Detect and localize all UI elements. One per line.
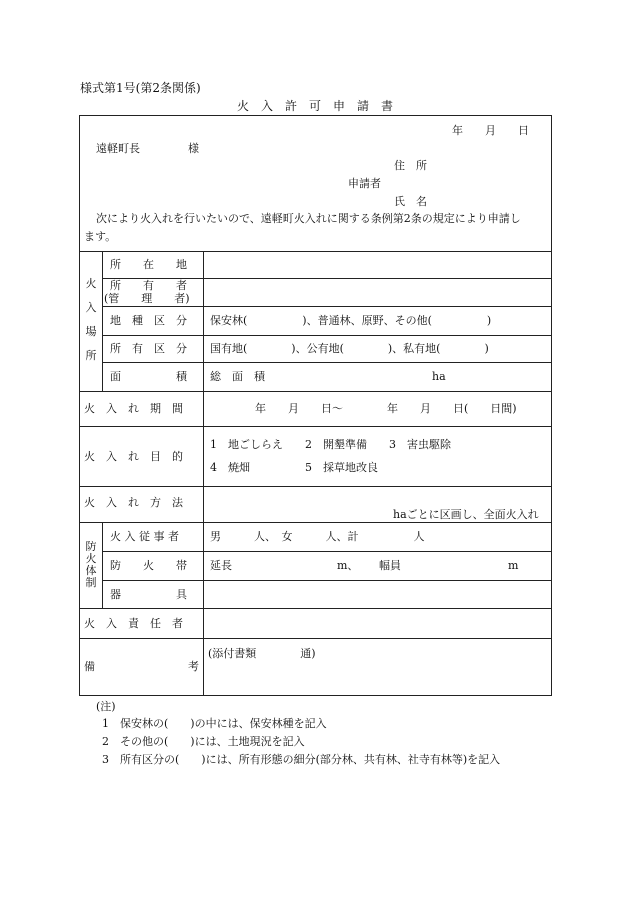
name-label: 氏 名 [394, 195, 427, 208]
note-item-1: 1 保安林の( )の中には、保安林種を記入 [102, 717, 327, 730]
workers-value[interactable]: 男 人、 女 人、計 人 [210, 530, 425, 543]
equipment-label: 器 具 [110, 588, 187, 601]
firebreak-width-label: 幅員 [379, 559, 401, 572]
note-item-3: 3 所有区分の( )には、所有形態の細分(部分林、共有林、社寺有林等)を記入 [102, 753, 501, 766]
statement-line-2: ます。 [84, 230, 117, 243]
purpose-options-line-2[interactable]: 4 焼畑 5 採草地改良 [210, 461, 378, 474]
area-label: 面 積 [110, 370, 187, 383]
land-type-label: 地 種 区 分 [110, 314, 187, 327]
remarks-label-right: 考 [188, 660, 199, 673]
workers-label: 火 入 従 事 者 [110, 530, 179, 543]
manager-label: (管 理 者) [104, 292, 190, 305]
address-label: 住 所 [394, 159, 427, 172]
remarks-label-left: 備 [84, 660, 95, 673]
firebreak-width-unit: m [508, 559, 519, 572]
method-label: 火 入 れ 方 法 [84, 496, 183, 509]
area-prefix: 総 面 積 [210, 370, 265, 383]
area-unit: ha [432, 370, 446, 383]
responsible-label: 火 入 責 任 者 [84, 617, 183, 630]
fire-prevention-group-label: 防 火 体 制 [85, 540, 97, 589]
ownership-label: 所 有 区 分 [110, 342, 187, 355]
ownership-value[interactable]: 国有地( )、公有地( )、私有地( ) [210, 342, 489, 355]
application-date[interactable]: 年 月 日 [452, 124, 529, 137]
firebreak-label: 防 火 帯 [110, 559, 187, 572]
applicant-label: 申請者 [348, 177, 381, 190]
firebreak-length-unit: m、 [337, 559, 359, 572]
site-group-label: 火 入 場 所 [85, 277, 97, 362]
period-label: 火 入 れ 期 間 [84, 402, 183, 415]
note-item-2: 2 その他の( )には、土地現況を記入 [102, 735, 305, 748]
addressee: 遠軽町長 [96, 142, 140, 155]
method-value[interactable]: haごとに区画し、全面火入れ [393, 508, 539, 521]
owner-label: 所 有 者 [110, 279, 187, 292]
attachments-value[interactable]: (添付書類 通) [208, 647, 316, 660]
notes-heading: (注) [96, 700, 116, 713]
location-label: 所 在 地 [110, 258, 187, 271]
honorific: 様 [188, 142, 199, 155]
page-title: 火 入 許 可 申 請 書 [236, 99, 393, 113]
purpose-options-line-1[interactable]: 1 地ごしらえ 2 開墾準備 3 害虫駆除 [210, 438, 451, 451]
firebreak-length-label: 延長 [210, 559, 232, 572]
form-number: 様式第1号(第2条関係) [80, 81, 201, 95]
period-value[interactable]: 年 月 日～ 年 月 日( 日間) [255, 402, 517, 415]
land-type-value[interactable]: 保安林( )、普通林、原野、その他( ) [210, 314, 492, 327]
statement-line-1: 次により火入れを行いたいので、遠軽町火入れに関する条例第2条の規定により申請し [96, 212, 521, 225]
purpose-label: 火 入 れ 目 的 [84, 450, 183, 463]
